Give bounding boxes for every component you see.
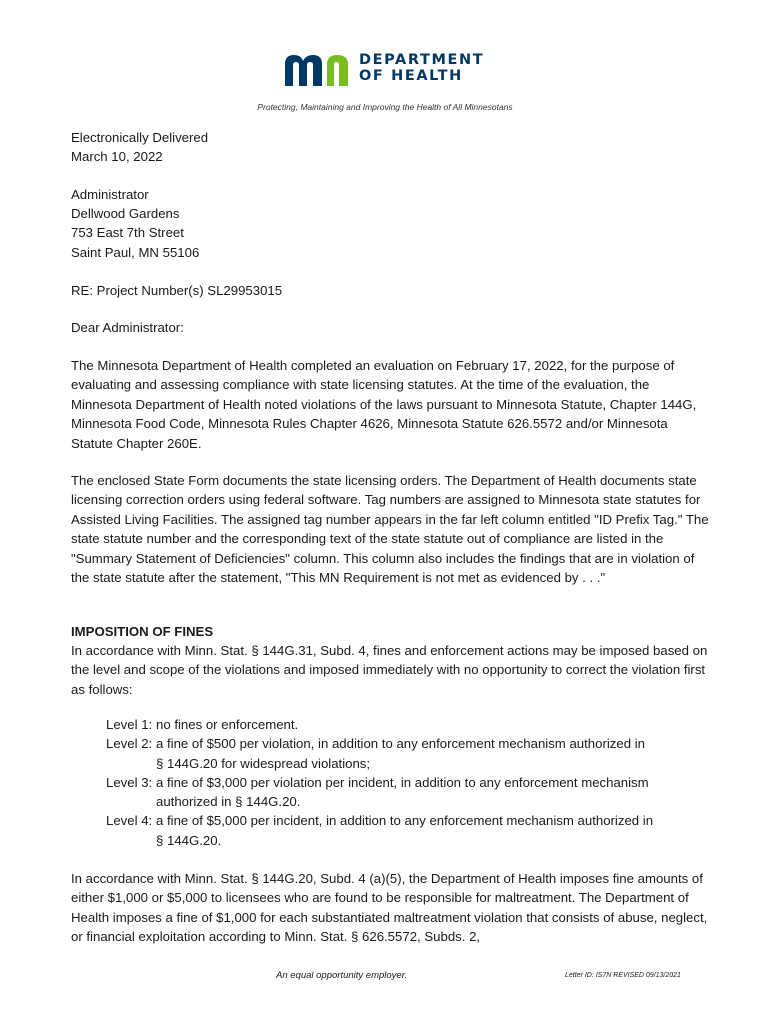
level-description: a fine of $3,000 per violation per incident, in addition to any enforcement mechanism (156, 774, 649, 790)
level-continuation: authorized in § 144G.20. (156, 794, 301, 810)
paragraph-state-form: The enclosed State Form documents the state licensing orders. The Department of Health documents state licensing correction orders using federal software. Tag numbers are assigned to Minnesota state statutes for Assisted Living Facilities. The assigned tag number appears in the far left column entitled "ID Prefix Tag." The state statute number and the corresponding text of the state statute out of compliance are listed in the "Summary Statement of Deficiencies" column. This column also includes the findings that are in violation of the state statute after the statement, "This MN Requirement is not met as evidenced by . . ." (71, 473, 709, 586)
tagline: Protecting, Maintaining and Improving the Health of All Minnesotans (257, 102, 513, 112)
logo-line-2: OF HEALTH (359, 68, 463, 84)
list-item (106, 715, 706, 734)
level-description: a fine of $500 per violation, in addition to any enforcement mechanism authorized in (156, 736, 645, 752)
list-item (106, 773, 706, 792)
level-label: Level 2: (106, 736, 153, 752)
footer-letter-id: Letter ID: IS7N REVISED 09/13/2021 (565, 972, 681, 979)
level-label: Level 1: (106, 717, 153, 732)
fines-heading: IMPOSITION OF FINES (71, 624, 214, 639)
logo-wordmark (359, 52, 484, 84)
level-label: Level 3: (106, 774, 153, 790)
logo-line-1: DEPARTMENT (359, 52, 485, 68)
letter-date: March 10, 2022 (71, 149, 163, 165)
recipient-line: 753 East 7th Street (71, 225, 184, 241)
list-item (106, 811, 706, 830)
re-line: RE: Project Number(s) SL29953015 (71, 283, 283, 298)
recipient-line: Administrator (71, 187, 149, 202)
fine-levels-list (106, 715, 706, 850)
level-description: no fines or enforcement. (156, 717, 299, 732)
delivery-method: Electronically Delivered (71, 130, 209, 145)
level-continuation: § 144G.20 for widespread violations; (156, 755, 371, 771)
paragraph-fines-intro: In accordance with Minn. Stat. § 144G.31, Subd. 4, fines and enforcement actions may be imposed based on the level and scope of the violations and imposed immediately with no opportunity to correct the violation first as follows: (71, 643, 708, 697)
paragraph-evaluation: The Minnesota Department of Health completed an evaluation on February 17, 2022, for the purpose of evaluating and assessing compliance with state licensing statutes. At the time of the evaluation, the Minnesota Department of Health noted violations of the laws pursuant to Minnesota Statute, Chapter 144G, Minnesota Food Code, Minnesota Rules Chapter 4626, Minnesota Statute 626.5572 and/or Minnesota Statute Chapter 260E. (71, 358, 697, 451)
level-continuation: § 144G.20. (156, 832, 222, 848)
footer-equal-opportunity: An equal opportunity employer. (276, 970, 408, 981)
delivery-block (71, 128, 711, 166)
recipient-address (71, 185, 711, 262)
salutation: Dear Administrator: (71, 320, 184, 335)
recipient-line: Dellwood Gardens (71, 206, 180, 222)
recipient-line: Saint Paul, MN 55106 (71, 244, 200, 260)
level-label: Level 4: (106, 813, 153, 829)
level-description: a fine of $5,000 per incident, in addition to any enforcement mechanism authorized in (156, 813, 654, 829)
list-item (106, 734, 706, 753)
paragraph-maltreatment: In accordance with Minn. Stat. § 144G.20, Subd. 4 (a)(5), the Department of Health imposes fine amounts of either $1,000 or $5,000 to licensees who are found to be responsible for maltreatment. The Department of Health imposes a fine of $1,000 for each substantiated maltreatment violation that consists of abuse, neglect, or financial exploitation according to Minn. Stat. § 626.5572, Subds. 2, (71, 871, 708, 945)
